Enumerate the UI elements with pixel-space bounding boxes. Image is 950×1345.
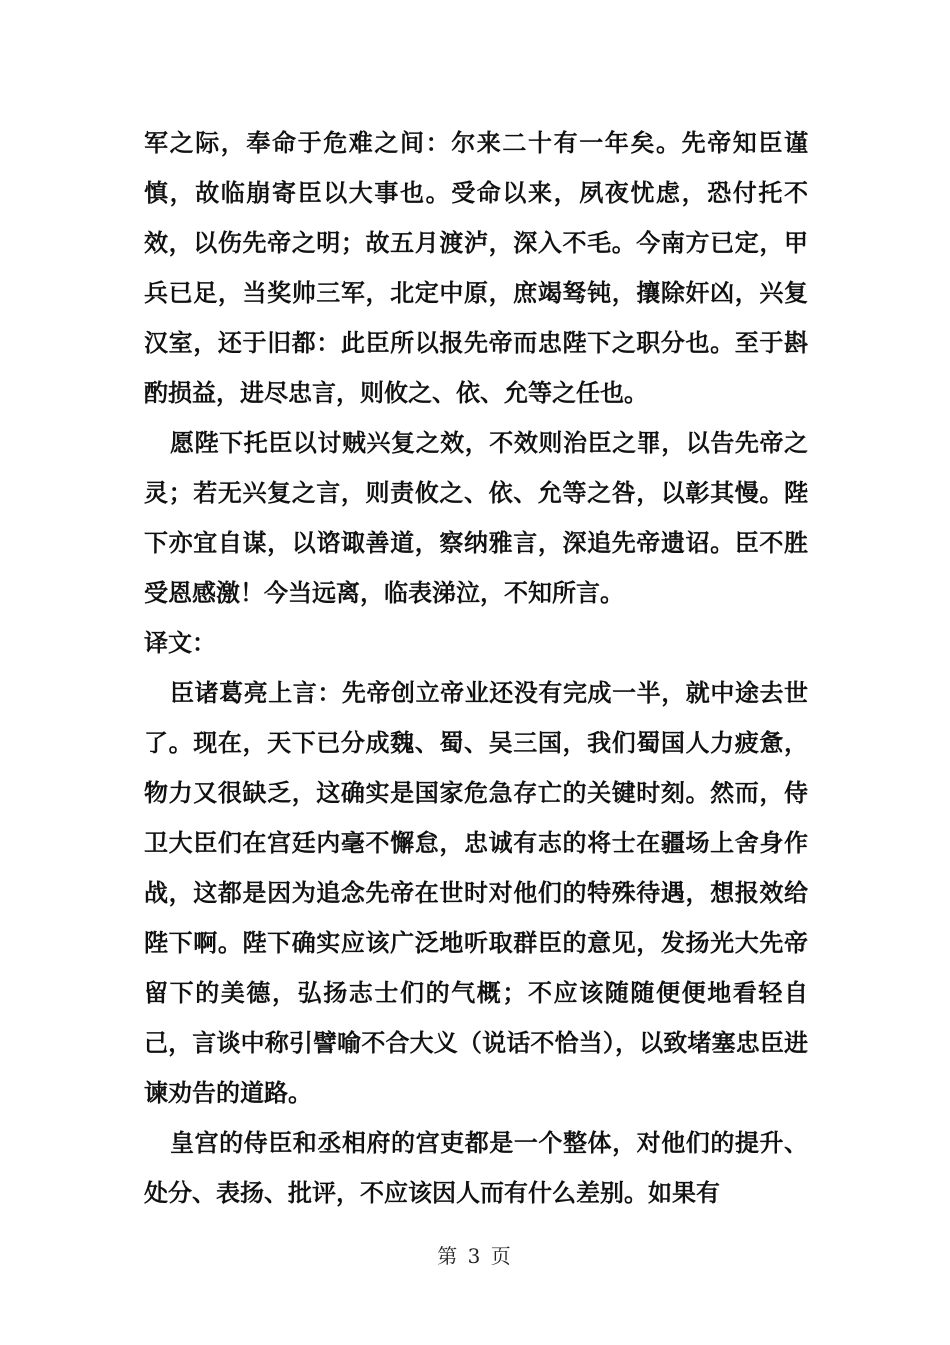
page-number: 第 3 页 <box>437 1244 513 1268</box>
paragraph-translation-2: 皇宫的侍臣和丞相府的宫吏都是一个整体，对他们的提升、处分、表扬、批评，不应该因人而有什么差别。如果有 <box>144 1128 808 1207</box>
translation-heading: 译文： <box>144 628 216 657</box>
body-text <box>144 118 808 1218</box>
paragraph-translation-1: 臣诸葛亮上言：先帝创立帝业还没有完成一半，就中途去世了。现在，天下已分成魏、蜀、吴三国，我们蜀国人力疲惫，物力又很缺乏，这确实是国家危急存亡的关键时刻。然而，侍卫大臣们在宫廷内毫不懈怠，忠诚有志的将士在疆场上舍身作战，这都是因为追念先帝在世时对他们的特殊待遇，想报效给陛下啊。陛下确实应该广泛地听取群臣的意见，发扬光大先帝留下的美德，弘扬志士们的气概；不应该随随便便地看轻自己，言谈中称引譬喻不合大义（说话不恰当），以致堵塞忠臣进谏劝告的道路。 <box>144 678 808 1107</box>
paragraph-continuation: 军之际，奉命于危难之间：尔来二十有一年矣。先帝知臣谨慎，故临崩寄臣以大事也。受命以来，夙夜忧虑，恐付托不效，以伤先帝之明；故五月渡泸，深入不毛。今南方已定，甲兵已足，当奖帅三军，北定中原，庶竭驽钝，攘除奸凶，兴复汉室，还于旧都：此臣所以报先帝而忠陛下之职分也。至于斟酌损益，进尽忠言，则攸之、依、允等之任也。 <box>144 128 808 407</box>
paragraph-appeal: 愿陛下托臣以讨贼兴复之效，不效则治臣之罪，以告先帝之灵；若无兴复之言，则责攸之、依、允等之咎，以彰其慢。陛下亦宜自谋，以谘诹善道，察纳雅言，深追先帝遗诏。臣不胜受恩感激！今当远离，临表涕泣，不知所言。 <box>144 428 808 607</box>
